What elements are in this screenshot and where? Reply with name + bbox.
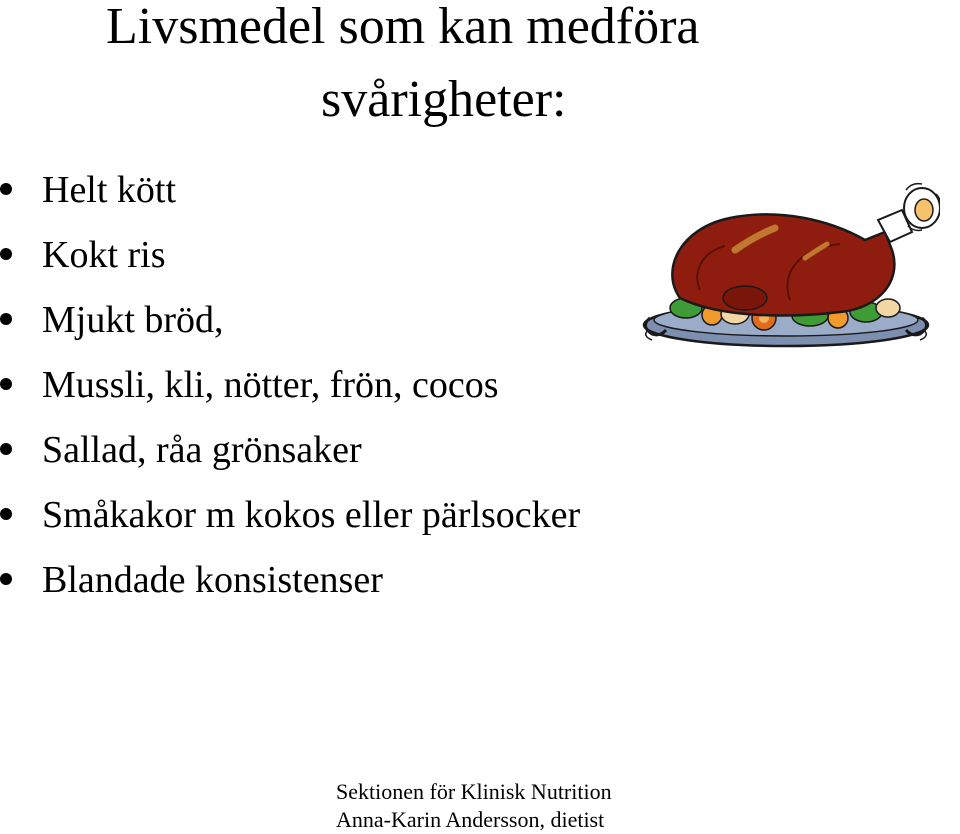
bullet-dot bbox=[0, 508, 12, 520]
bullet-dot bbox=[0, 248, 12, 260]
bullet-text: Sallad, råa grönsaker bbox=[42, 429, 362, 471]
bullet-text: Blandade konsistenser bbox=[42, 559, 383, 601]
bullet-text: Mussli, kli, nötter, frön, cocos bbox=[42, 364, 499, 406]
slide-title-line-1: Livsmedel som kan medföra bbox=[106, 0, 700, 55]
drumstick-frill bbox=[878, 184, 940, 242]
bullet-text: Kokt ris bbox=[42, 234, 166, 276]
slide-footer bbox=[336, 778, 612, 834]
bullet-dot bbox=[0, 378, 12, 390]
roast-turkey-illustration bbox=[640, 180, 940, 365]
slide-title-line-2: svårigheter: bbox=[321, 71, 567, 128]
bullet-dot bbox=[0, 443, 12, 455]
footer-author: Anna-Karin Andersson, dietist bbox=[336, 807, 605, 832]
bullet-dot bbox=[0, 183, 12, 195]
footer-section-name: Sektionen för Klinisk Nutrition bbox=[336, 779, 612, 804]
bullet-text: Helt kött bbox=[42, 169, 177, 211]
turkey bbox=[672, 214, 894, 315]
bullet-dot bbox=[0, 573, 12, 585]
bullet-dot bbox=[0, 313, 12, 325]
bullet-text: Mjukt bröd, bbox=[42, 299, 224, 341]
bullet-text: Småkakor m kokos eller pärlsocker bbox=[42, 494, 581, 536]
